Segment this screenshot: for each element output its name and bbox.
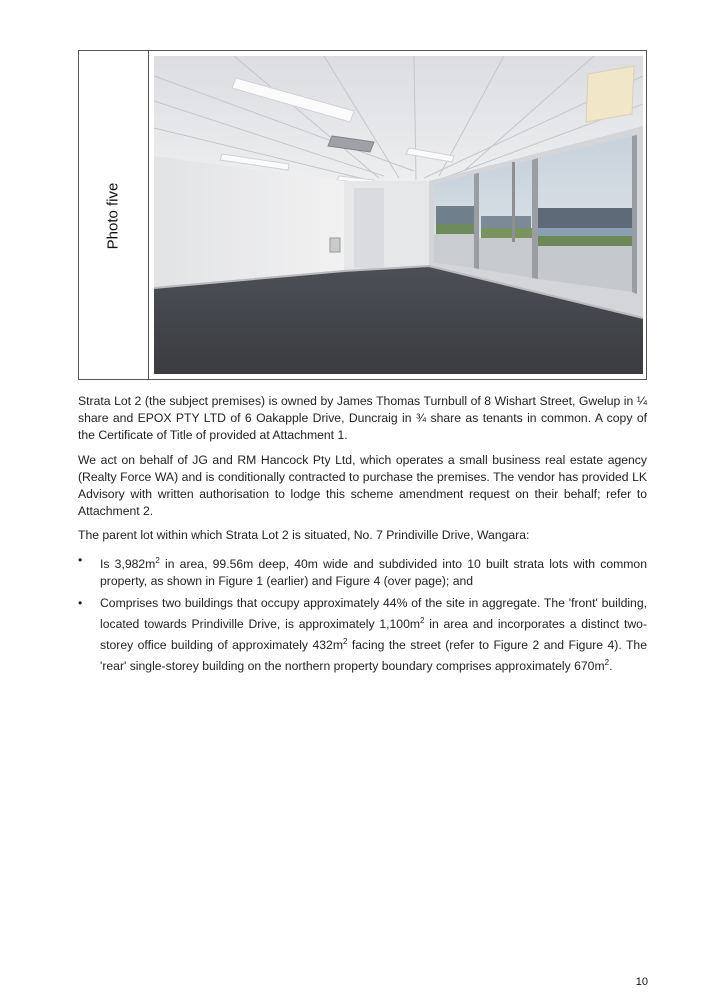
page-number: 10 [635, 976, 648, 988]
photo-label-cell [79, 51, 149, 379]
office-interior-photo [154, 56, 643, 374]
paragraph-acting-on-behalf: We act on behalf of JG and RM Hancock Pty Ltd, which operates a small business real estate agency (Realty Force WA) and is conditionally contracted to purchase the premises. The vendor has provided LK Advisory with written authorisation to lodge this scheme amendment request on their behalf; refer to Attachment 2. [78, 453, 647, 518]
bullet-text-area: Is $3,982m^2$ in area, 99.56m deep, 40m wide and subdivided into 10 built strata lots with common property, as shown in Figure 1 (earlier) and Figure 4 (over page); and [100, 556, 647, 589]
bullet-symbol: • [78, 553, 83, 567]
photo-label: Photo five [104, 182, 122, 250]
office-photo-illustration [154, 56, 643, 374]
paragraph-ownership: Strata Lot 2 (the subject premises) is owned by James Thomas Turnbull of 8 Wishart Street, Gwelup in ¼ share and EPOX PTY LTD of 6 Oakapple Drive, Duncraig in ¾ share as tenants in common. A copy of the Certificate of Title of provided at Attachment 1. [78, 394, 647, 442]
bullet-item-buildings [78, 595, 648, 674]
bullet-symbol: • [78, 596, 83, 610]
paragraph-parent-lot: The parent lot within which Strata Lot 2 is situated, No. 7 Prindiville Drive, Wangara: [78, 528, 530, 542]
photo-table [78, 50, 647, 380]
bullet-text-buildings: Comprises two buildings that occupy approximately 44% of the site in aggregate. The 'front' building, located towards Prindiville Drive, is approximately $1,100m^2$ in area and incorporates a distinct two-storey office building of approximately $432m^2$ facing the street (refer to Figure 2 and Figure 4). The 'rear' single-storey building on the northern property boundary comprises approximately $670m^2$. [100, 596, 648, 674]
bullet-item-area [78, 552, 647, 589]
